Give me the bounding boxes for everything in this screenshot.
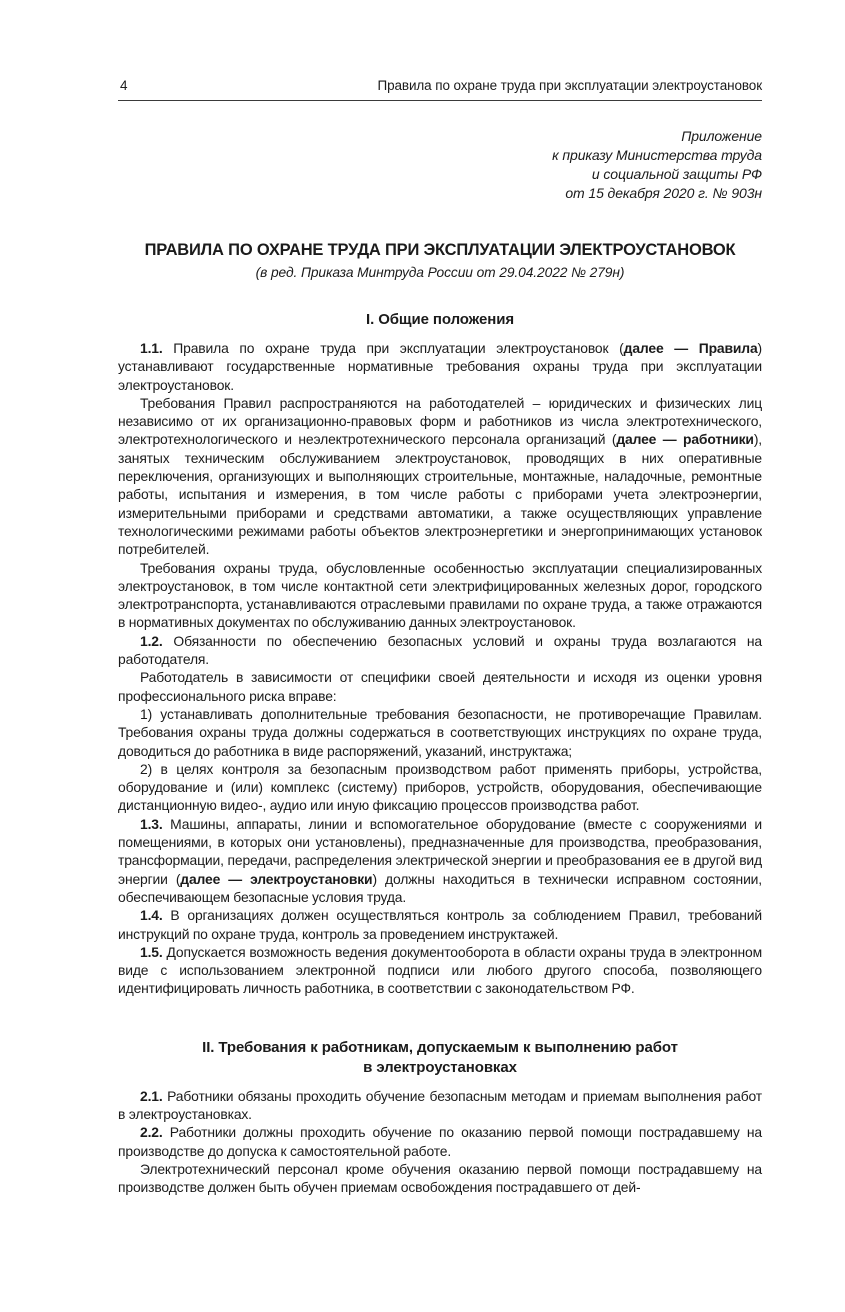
document-sections [118, 310, 762, 1196]
annex-block [118, 127, 762, 203]
paragraph: 1.1. Правила по охране труда при эксплуатации электроустановок (далее — Правила) устанавливают государственные нормативные требования охраны труда при эксплуатации электроустановок. [118, 340, 763, 393]
annex-line: к приказу Министерства труда [552, 147, 762, 163]
paragraph: 2.1. Работники обязаны проходить обучение безопасным методам и приемам выполнения работ в электроустановках. [118, 1087, 762, 1122]
paragraph: 1.4. В организациях должен осуществляться контроль за соблюдением Правил, требований инструкций по охране труда, контроль за проведением инструктажей. [118, 907, 762, 942]
paragraph: 1.5. Допускается возможность ведения документооборота в области охраны труда в электронном виде с использованием электронной подписи или любого другого способа, позволяющего идентифицировать личность работника, в соответствии с законодательством РФ. [118, 943, 762, 997]
paragraph: 2) в целях контроля за безопасным производством работ применять приборы, устройства, оборудование и (или) комплекс (систему) приборов, устройств, оборудования, обеспечивающие дистанционную видео-, аудио или иную фиксацию процессов производства работ. [118, 760, 762, 814]
paragraph: Электротехнический персонал кроме обучения оказанию первой помощи пострадавшему на производстве должен быть обучен приемам освобождения пострадавшего от дей- [118, 1160, 762, 1196]
annex-line: и социальной защиты РФ [591, 166, 762, 182]
running-header [118, 78, 762, 101]
paragraph: 1) устанавливать дополнительные требования безопасности, не противоречащие Правилам. Требования охраны труда должны содержаться в соответствующих инструкциях по охране труда, доводиться до работника в виде распоряжений, указаний, инструктажа; [118, 705, 762, 759]
paragraph: 2.2. Работники должны проходить обучение по оказанию первой помощи пострадавшему на производстве до допуска к самостоятельной работе. [118, 1124, 762, 1159]
page-number: 4 [120, 78, 128, 93]
paragraph: Требования охраны труда, обусловленные особенностью эксплуатации специализированных электроустановок, в том числе контактной сети электрифицированных железных дорог, городского электротранспорта, устанавливаются отраслевыми правилами по охране труда, а также отражаются в нормативных документах по обслуживанию данных электроустановок. [118, 559, 762, 631]
document-title: ПРАВИЛА ПО ОХРАНЕ ТРУДА ПРИ ЭКСПЛУАТАЦИИ ЭЛЕКТРОУСТАНОВОК [144, 241, 736, 259]
section-heading: I. Общие положения [366, 311, 514, 328]
running-header-title: Правила по охране труда при эксплуатации электроустановок [377, 78, 762, 93]
paragraph: 1.3. Машины, аппараты, линии и вспомогательное оборудование (вместе с сооружениями и помещениями, в которых они установлены), предназначенные для производства, преобразования, трансформации, передачи, распределения электрической энергии и преобразования ее в другой вид энергии (далее — электроустановки) должны находиться в технически исправном состоянии, обеспечивающем безопасные условия труда. [118, 815, 762, 905]
paragraph: 1.2. Обязанности по обеспечению безопасных условий и охраны труда возлагаются на работодателя. [118, 632, 762, 668]
section-heading: II. Требования к работникам, допускаемым к выполнению работ в электроустановках [202, 1038, 678, 1076]
document-edition-note: (в ред. Приказа Минтруда России от 29.04.2022 № 279н) [255, 265, 625, 280]
paragraph: Требования Правил распространяются на работодателей – юридических и физических лиц независимо от их организационно-правовых форм и работников из числа электротехнического, электротехнологического и неэлектротехнического персонала организаций (далее — работники), занятых техническим обслуживанием электроустановок, проводящих в них оперативные переключения, организующих и выполняющих строительные, монтажные, наладочные, ремонтные работы, испытания и измерения, в том числе работы с приборами учета электроэнергии, измерительными приборами и средствами автоматики, а также осуществляющих управление технологическими режимами работы объектов электроэнергетики и энергопринимающих установок потребителей. [118, 394, 762, 558]
paragraph: Работодатель в зависимости от специфики своей деятельности и исходя из оценки уровня профессионального риска вправе: [118, 669, 762, 704]
annex-line: Приложение [681, 128, 762, 144]
annex-line: от 15 декабря 2020 г. № 903н [565, 185, 762, 201]
